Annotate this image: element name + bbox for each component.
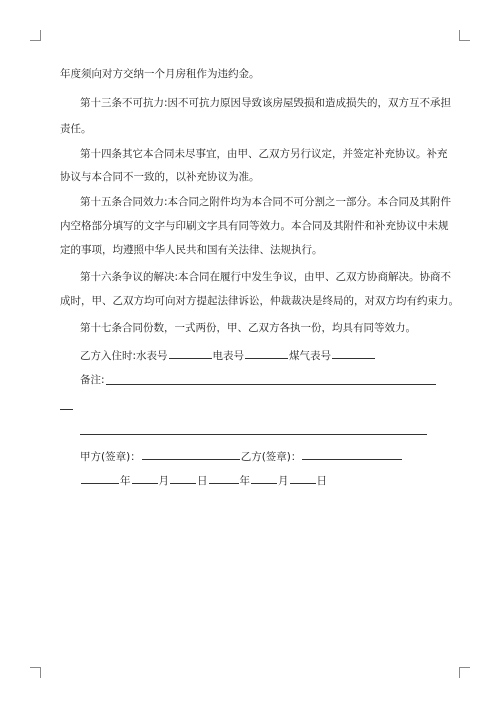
electric-meter-blank[interactable]	[245, 347, 288, 359]
clause-13-line-1: 第十三条不可抗力:因不可抗力原因导致该房屋毁损和造成损失的，双方互不承担	[80, 97, 452, 109]
clause-15-line-3: 定的事项，均遵照中华人民共和国有关法律、法规执行。	[60, 244, 323, 256]
electric-meter-label: 电表号	[212, 350, 245, 362]
remarks-line-2[interactable]	[80, 434, 427, 435]
date-row	[80, 472, 327, 488]
year-label: 年	[120, 475, 131, 487]
day-label: 日	[316, 475, 327, 487]
water-meter-label: 乙方入住时:水表号	[80, 350, 168, 362]
clause-16-line-1: 第十六条争议的解决:本合同在履行中发生争议，由甲、乙双方协商解决。协商不	[80, 271, 452, 283]
clause-13-line-2: 责任。	[60, 123, 92, 135]
remarks-line-1[interactable]	[106, 384, 436, 385]
clause-15-line-1: 第十五条合同效力:本合同之附件均为本合同不可分割之一部分。本合同及其附件	[80, 196, 452, 208]
month-label: 月	[158, 475, 169, 487]
party-b-signature-label: 乙方(签章)：	[240, 451, 302, 463]
party-b-day-blank[interactable]	[290, 472, 316, 484]
year-label: 年	[239, 475, 250, 487]
clause-14-line-1: 第十四条其它本合同未尽事宜，由甲、乙双方另行议定，并签定补充协议。补充	[80, 148, 448, 160]
party-a-day-blank[interactable]	[170, 472, 196, 484]
party-b-signature-blank[interactable]	[302, 448, 402, 460]
crop-mark-bottom-left	[30, 667, 41, 678]
meter-readings-row	[80, 347, 376, 363]
party-a-month-blank[interactable]	[132, 472, 158, 484]
gas-meter-blank[interactable]	[332, 347, 375, 359]
signature-row	[80, 448, 403, 464]
day-label: 日	[197, 475, 208, 487]
clause-16-line-2: 成时，甲、乙双方均可向对方提起法律诉讼，仲裁裁决是终局的，对双方均有约束力。	[60, 295, 459, 307]
party-a-signature-label: 甲方(签章)：	[80, 451, 141, 463]
party-b-year-blank[interactable]	[209, 472, 239, 484]
clause-15-line-2: 内空格部分填写的文字与印刷文字具有同等效力。本合同及其附件和补充协议中未规	[60, 220, 449, 232]
month-label: 月	[278, 475, 289, 487]
paragraph-line: 年度须向对方交纳一个月房租作为违约金。	[60, 68, 260, 80]
remarks-line-stub	[60, 409, 73, 410]
remarks-label: 备注:	[80, 374, 105, 386]
gas-meter-label: 煤气表号	[289, 350, 332, 362]
party-a-signature-blank[interactable]	[142, 448, 240, 460]
crop-mark-top-left	[30, 30, 41, 41]
water-meter-blank[interactable]	[169, 347, 212, 359]
clause-14-line-2: 协议与本合同不一致的，以补充协议为准。	[60, 171, 260, 183]
party-b-month-blank[interactable]	[251, 472, 277, 484]
clause-17-line-1: 第十七条合同份数，一式两份，甲、乙双方各执一份，均具有同等效力。	[80, 322, 416, 334]
crop-mark-top-right	[459, 30, 470, 41]
party-a-year-blank[interactable]	[81, 472, 119, 484]
crop-mark-bottom-right	[459, 667, 470, 678]
